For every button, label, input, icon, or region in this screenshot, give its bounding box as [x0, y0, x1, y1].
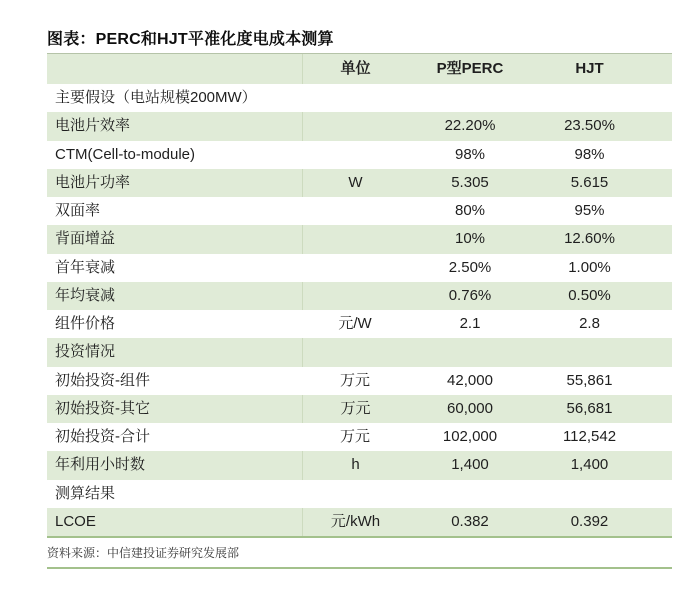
row-perc-value: 2.50% — [448, 258, 492, 276]
row-hjt-value — [532, 480, 672, 508]
table-row-initial-investment-modules — [47, 367, 672, 395]
row-label: 年均衰减 — [55, 286, 116, 304]
table-row-section-results — [47, 480, 672, 508]
row-perc-value — [408, 480, 532, 508]
row-perc-value: 1,400 — [451, 456, 489, 474]
row-hjt-value — [532, 338, 672, 366]
row-unit — [302, 225, 408, 253]
row-label: 初始投资-组件 — [55, 371, 150, 389]
row-label: 主要假设（电站规模200MW） — [55, 89, 257, 106]
header-cell-unit: 单位 — [302, 54, 408, 84]
row-unit — [302, 141, 408, 169]
row-unit — [302, 282, 408, 310]
row-unit: 万元 — [339, 428, 370, 445]
lcoe-comparison-table — [47, 53, 672, 538]
row-perc-value: 2.1 — [459, 315, 481, 332]
row-label: 年利用小时数 — [55, 456, 146, 474]
row-label: 测算结果 — [55, 484, 116, 502]
row-label: 首年衰减 — [55, 258, 116, 276]
row-unit — [302, 338, 408, 366]
row-hjt-value: 2.8 — [579, 315, 600, 332]
row-hjt-value: 95% — [574, 202, 605, 219]
row-hjt-value: 112,542 — [562, 428, 617, 445]
row-perc-value — [408, 338, 532, 366]
source-note: 资料来源：中信建投证券研究发展部 — [47, 539, 672, 569]
row-perc-value: 42,000 — [447, 371, 493, 389]
table-row-initial-investment-total — [47, 423, 672, 451]
row-hjt-value: 55,861 — [566, 371, 613, 389]
row-perc-value: 22.20% — [444, 117, 496, 135]
row-label: 初始投资-合计 — [55, 428, 150, 445]
table-row-initial-investment-other — [47, 395, 672, 423]
row-label: 投资情况 — [55, 343, 116, 361]
row-label: CTM(Cell-to-module) — [55, 145, 196, 163]
header-cell-perc: P型PERC — [436, 60, 504, 77]
row-perc-value — [408, 84, 532, 112]
row-unit — [302, 84, 408, 112]
row-hjt-value: 0.392 — [570, 512, 609, 530]
row-label: LCOE — [55, 512, 96, 530]
figure-title: 图表：PERC和HJT平准化度电成本测算 — [47, 31, 334, 48]
row-hjt-value: 5.615 — [570, 173, 609, 191]
row-unit: 元/kWh — [302, 508, 408, 536]
row-hjt-value: 23.50% — [564, 117, 615, 135]
row-unit: 万元 — [302, 395, 408, 423]
row-unit — [302, 480, 408, 508]
table-header-row — [47, 54, 672, 84]
row-label: 初始投资-其它 — [55, 399, 150, 417]
row-unit: W — [302, 169, 408, 197]
row-unit: h — [302, 451, 408, 479]
table-row-section-investment — [47, 338, 672, 366]
row-hjt-value: 1,400 — [570, 456, 609, 474]
row-label: 背面增益 — [55, 230, 116, 248]
header-cell-hjt: HJT — [575, 60, 604, 77]
row-perc-value: 10% — [454, 230, 486, 248]
table-row-ctm — [47, 141, 672, 169]
table-row-cell-efficiency — [47, 112, 672, 140]
table-row-bifaciality — [47, 197, 672, 225]
row-unit — [302, 112, 408, 140]
row-perc-value: 5.305 — [451, 173, 489, 191]
row-label: 电池片效率 — [55, 117, 131, 135]
row-hjt-value: 98% — [574, 145, 605, 163]
row-hjt-value: 0.50% — [568, 286, 611, 304]
table-row-cell-power — [47, 169, 672, 197]
row-hjt-value: 56,681 — [566, 399, 613, 417]
row-perc-value: 80% — [454, 202, 486, 219]
table-row-utilization-hours — [47, 451, 672, 479]
row-unit: 元/W — [338, 315, 372, 332]
table-row-lcoe — [47, 508, 672, 536]
row-label: 双面率 — [55, 202, 101, 219]
table-row-annual-degradation — [47, 282, 672, 310]
table-row-rear-gain — [47, 225, 672, 253]
row-unit: 万元 — [339, 371, 370, 389]
row-label: 组件价格 — [55, 315, 116, 332]
row-hjt-value — [532, 84, 672, 112]
header-cell-blank — [47, 54, 302, 84]
row-unit — [302, 197, 408, 225]
row-hjt-value: 1.00% — [568, 258, 611, 276]
row-label: 电池片功率 — [55, 173, 131, 191]
row-perc-value: 102,000 — [442, 428, 498, 445]
table-row-module-price — [47, 310, 672, 338]
row-unit — [302, 254, 408, 282]
table-row-first-year-degradation — [47, 254, 672, 282]
row-perc-value: 98% — [454, 145, 486, 163]
row-perc-value: 0.382 — [451, 512, 489, 530]
row-perc-value: 0.76% — [448, 286, 492, 304]
row-perc-value: 60,000 — [447, 399, 493, 417]
table-row-section-assumptions — [47, 84, 672, 112]
row-hjt-value: 12.60% — [564, 230, 615, 248]
